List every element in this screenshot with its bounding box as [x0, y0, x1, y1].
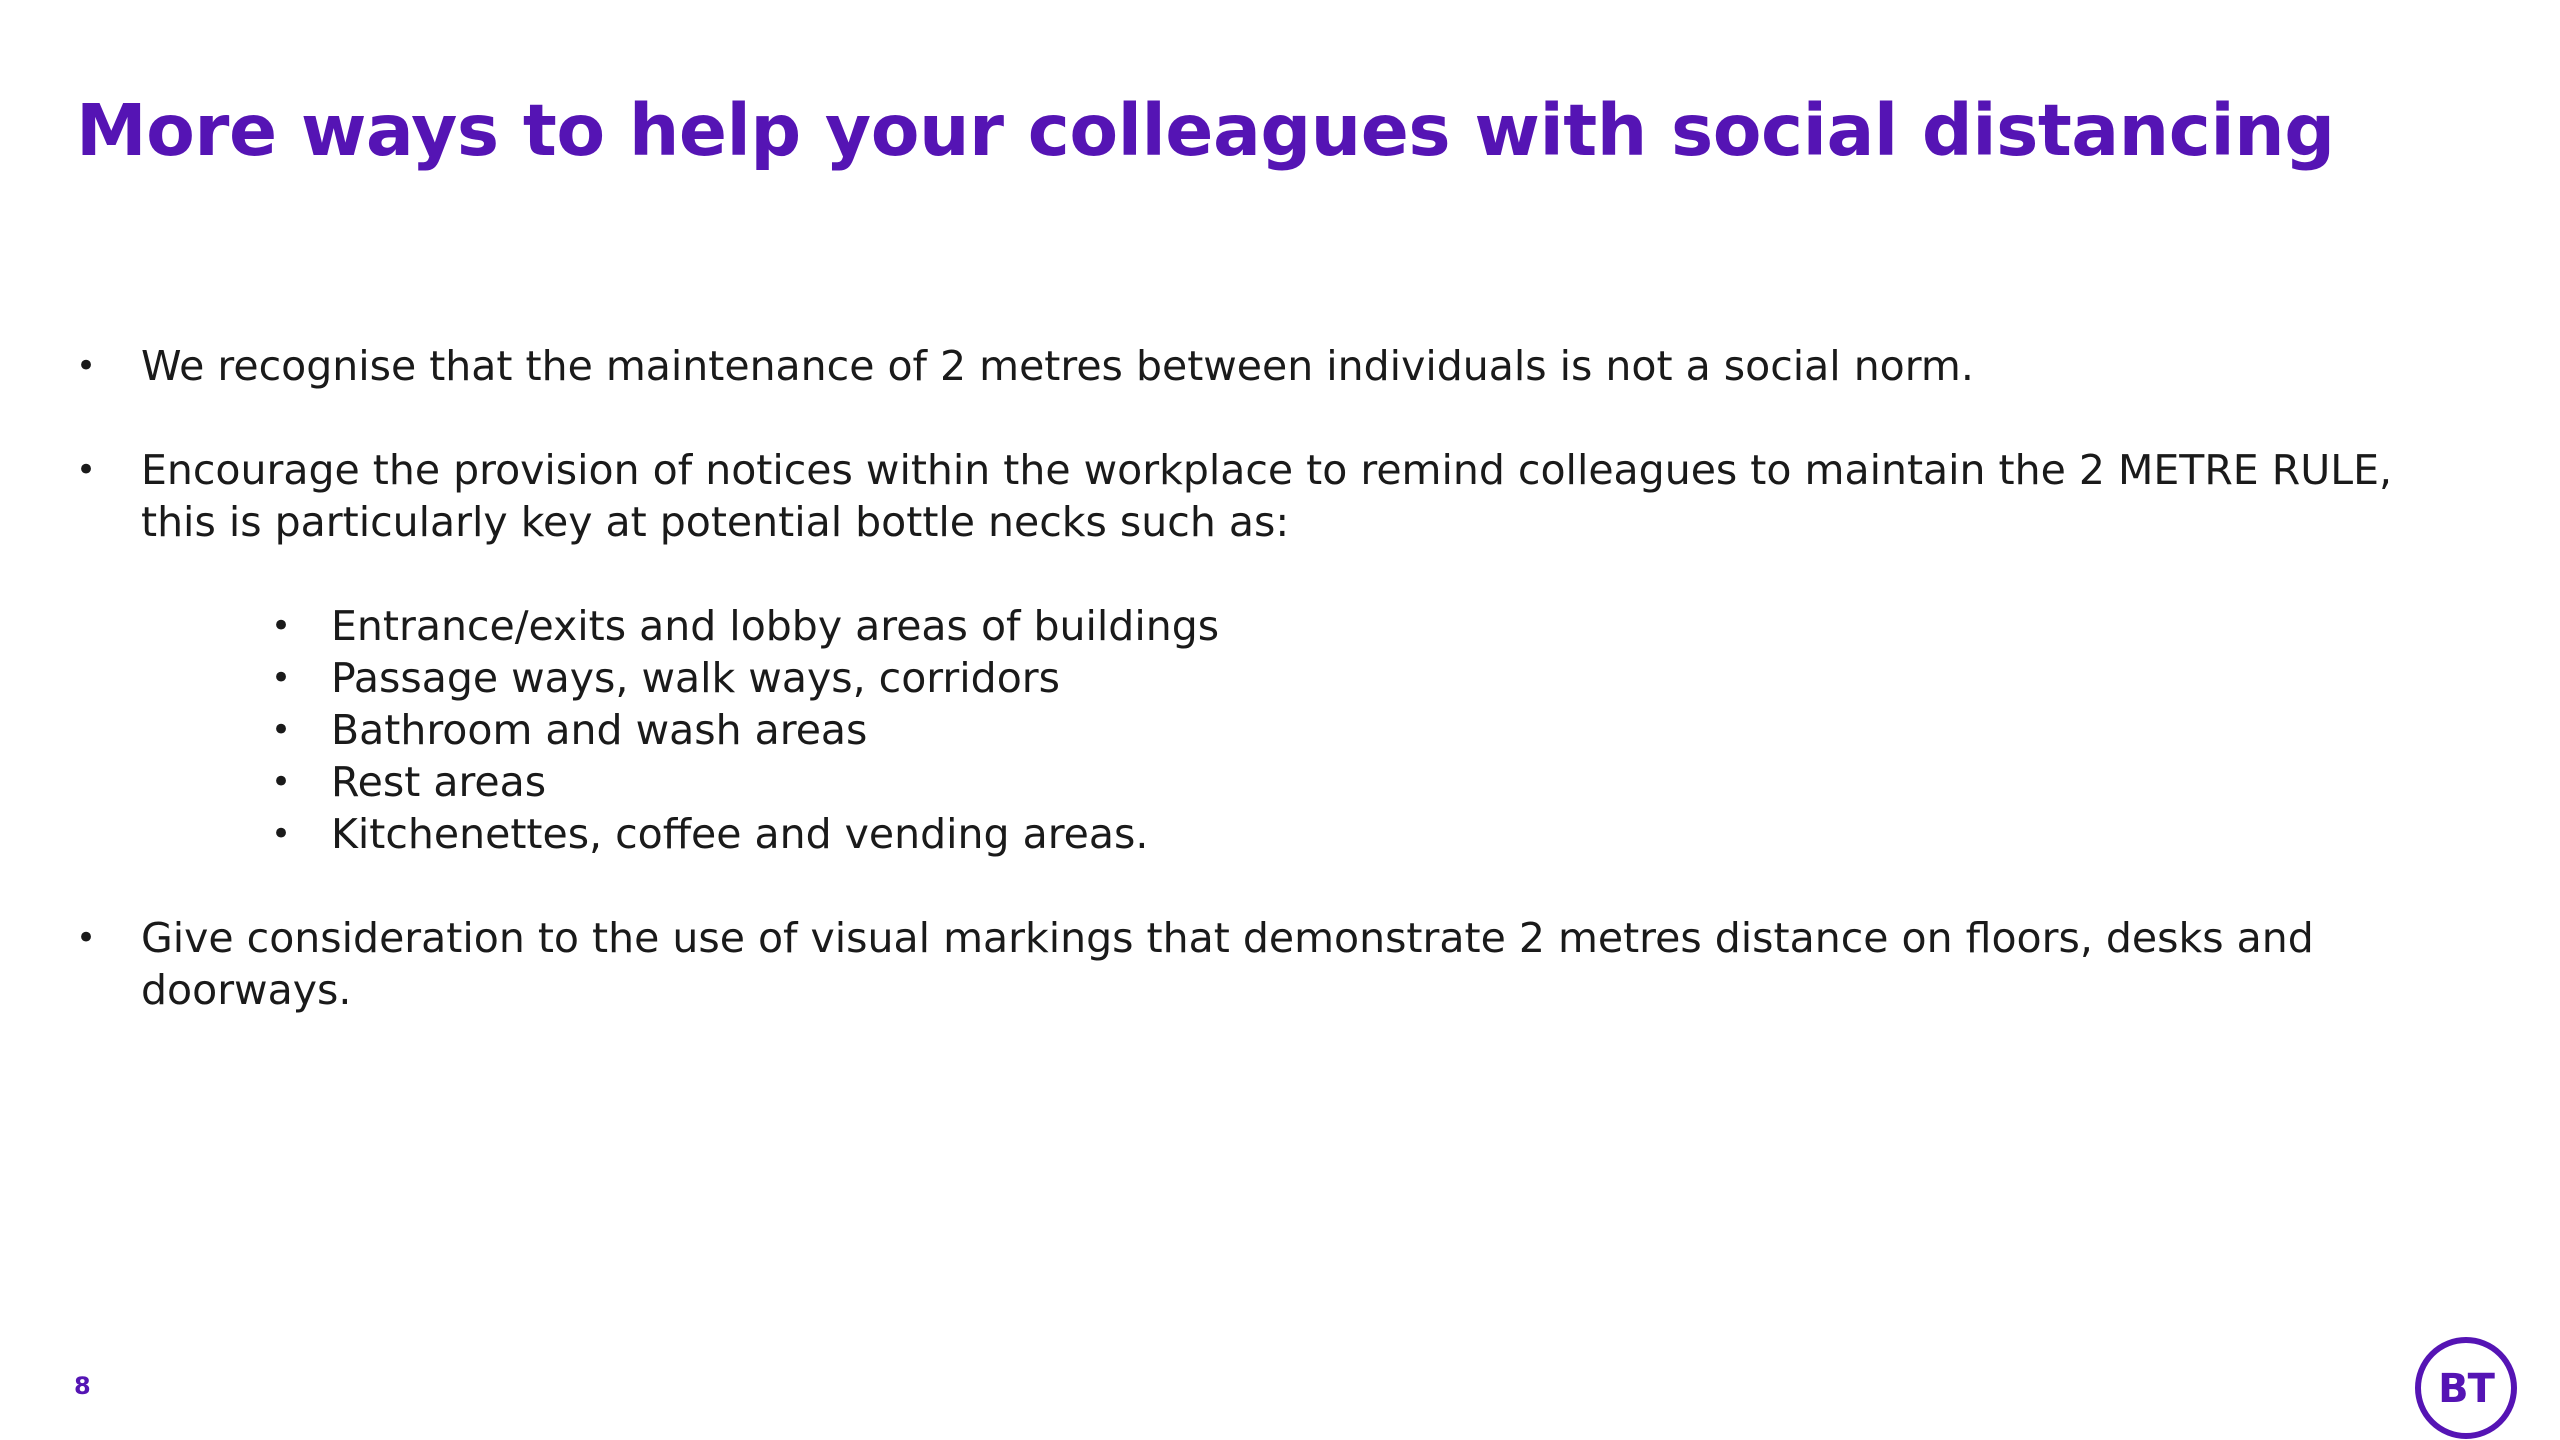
bullet-item — [76, 912, 2416, 1016]
sub-bullet-item — [271, 808, 2416, 860]
page-number: 8 — [74, 1372, 91, 1400]
sub-bullet-marker: • — [271, 710, 292, 750]
sub-bullet-item — [271, 652, 2416, 704]
bullet-item — [76, 444, 2416, 548]
sub-bullet-marker: • — [271, 606, 292, 646]
sub-bullet-text: Kitchenettes, coffee and vending areas. — [331, 810, 1149, 858]
bullet-marker: • — [76, 346, 97, 386]
bullet-marker: • — [76, 918, 97, 958]
sub-bullet-item — [271, 756, 2416, 808]
sub-bullet-list — [76, 600, 2416, 860]
sub-bullet-item — [271, 600, 2416, 652]
slide-body — [76, 340, 2416, 1016]
sub-bullet-marker: • — [271, 814, 292, 854]
bullet-text: Give consideration to the use of visual markings that demonstrate 2 metres distance on floors, desks and doorways. — [141, 914, 2314, 1014]
sub-bullet-text: Passage ways, walk ways, corridors — [331, 654, 1060, 702]
sub-bullet-text: Rest areas — [331, 758, 547, 806]
bullet-text: We recognise that the maintenance of 2 metres between individuals is not a social norm. — [141, 342, 1974, 390]
sub-bullet-text: Entrance/exits and lobby areas of buildings — [331, 602, 1220, 650]
sub-bullet-marker: • — [271, 762, 292, 802]
bullet-marker: • — [76, 450, 97, 490]
sub-bullet-marker: • — [271, 658, 292, 698]
bullet-item — [76, 340, 2416, 392]
sub-bullet-item — [271, 704, 2416, 756]
slide-title: More ways to help your colleagues with social distancing — [76, 89, 2335, 172]
sub-bullet-text: Bathroom and wash areas — [331, 706, 868, 754]
bt-logo-text: BT — [2438, 1366, 2494, 1412]
bullet-text: Encourage the provision of notices within the workplace to remind colleagues to maintain the 2 METRE RULE, this is particularly key at potential bottle necks such as: — [141, 446, 2393, 546]
bt-logo-icon — [2414, 1336, 2518, 1440]
